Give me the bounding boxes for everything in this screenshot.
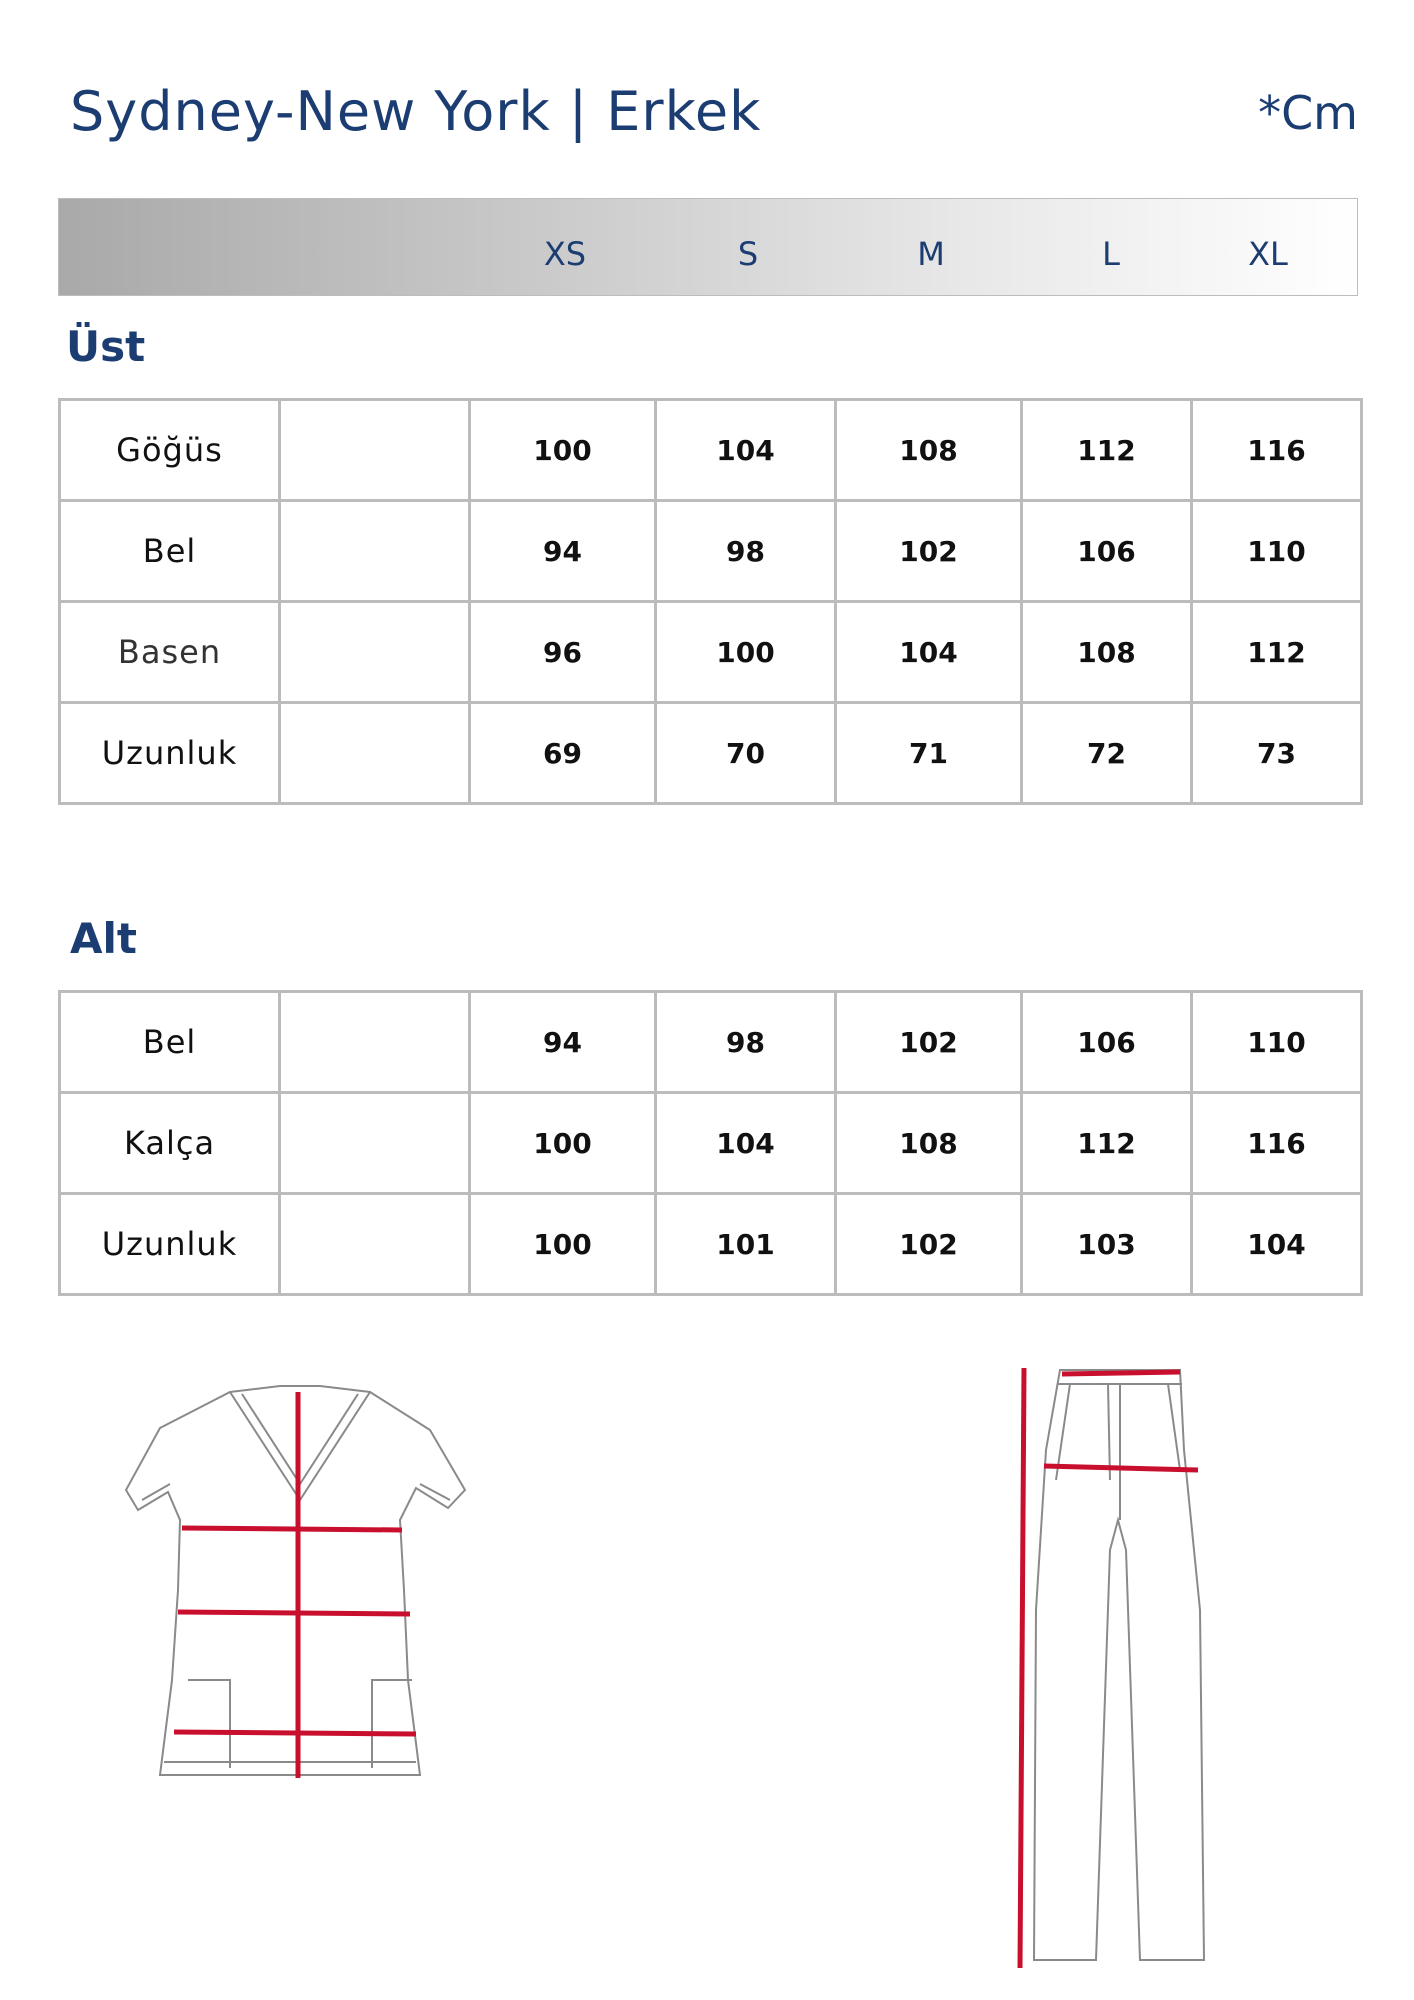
value-cell: 116: [1192, 400, 1362, 501]
row-label: Basen: [60, 602, 280, 703]
table-row: [60, 602, 1362, 703]
empty-cell: [280, 703, 470, 804]
empty-cell: [280, 1093, 470, 1194]
value-cell: 104: [1192, 1194, 1362, 1295]
section-top-heading: Üst: [66, 322, 146, 371]
value-cell: 110: [1192, 992, 1362, 1093]
value-cell: 112: [1192, 602, 1362, 703]
value-cell: 69: [470, 703, 656, 804]
value-cell: 106: [1022, 992, 1192, 1093]
size-xl: XL: [1248, 235, 1288, 273]
row-label: Göğüs: [60, 400, 280, 501]
value-cell: 98: [656, 501, 836, 602]
empty-cell: [280, 501, 470, 602]
scrub-pants-measurement-icon: [1000, 1360, 1230, 1980]
value-cell: 100: [470, 1093, 656, 1194]
value-cell: 100: [656, 602, 836, 703]
table-row: [60, 400, 1362, 501]
table-row: [60, 992, 1362, 1093]
table-row: [60, 703, 1362, 804]
value-cell: 73: [1192, 703, 1362, 804]
value-cell: 116: [1192, 1093, 1362, 1194]
row-label: Bel: [60, 992, 280, 1093]
size-s: S: [737, 235, 759, 273]
value-cell: 102: [836, 501, 1022, 602]
value-cell: 70: [656, 703, 836, 804]
unit-label: *Cm: [1258, 86, 1358, 140]
size-m: M: [917, 235, 945, 273]
value-cell: 96: [470, 602, 656, 703]
section-bottom-heading: Alt: [70, 914, 137, 963]
value-cell: 108: [836, 1093, 1022, 1194]
empty-cell: [280, 400, 470, 501]
row-label: Bel: [60, 501, 280, 602]
table-row: [60, 1194, 1362, 1295]
value-cell: 100: [470, 1194, 656, 1295]
empty-cell: [280, 992, 470, 1093]
size-xs: XS: [543, 235, 587, 273]
value-cell: 108: [1022, 602, 1192, 703]
scrub-top-measurement-icon: [120, 1380, 480, 1800]
empty-cell: [280, 602, 470, 703]
empty-cell: [280, 1194, 470, 1295]
value-cell: 101: [656, 1194, 836, 1295]
value-cell: 72: [1022, 703, 1192, 804]
value-cell: 71: [836, 703, 1022, 804]
page-title: Sydney-New York | Erkek: [70, 80, 762, 143]
value-cell: 106: [1022, 501, 1192, 602]
value-cell: 94: [470, 501, 656, 602]
value-cell: 104: [836, 602, 1022, 703]
value-cell: 112: [1022, 400, 1192, 501]
table-row: [60, 1093, 1362, 1194]
value-cell: 98: [656, 992, 836, 1093]
top-size-table: [58, 398, 1363, 805]
value-cell: 94: [470, 992, 656, 1093]
value-cell: 102: [836, 1194, 1022, 1295]
table-row: [60, 501, 1362, 602]
value-cell: 102: [836, 992, 1022, 1093]
row-label: Kalça: [60, 1093, 280, 1194]
value-cell: 104: [656, 1093, 836, 1194]
value-cell: 104: [656, 400, 836, 501]
value-cell: 108: [836, 400, 1022, 501]
value-cell: 103: [1022, 1194, 1192, 1295]
bottom-size-table: [58, 990, 1363, 1296]
row-label: Uzunluk: [60, 1194, 280, 1295]
size-l: L: [1102, 235, 1120, 273]
value-cell: 100: [470, 400, 656, 501]
row-label: Uzunluk: [60, 703, 280, 804]
value-cell: 112: [1022, 1093, 1192, 1194]
size-header-bar: [58, 198, 1358, 296]
value-cell: 110: [1192, 501, 1362, 602]
